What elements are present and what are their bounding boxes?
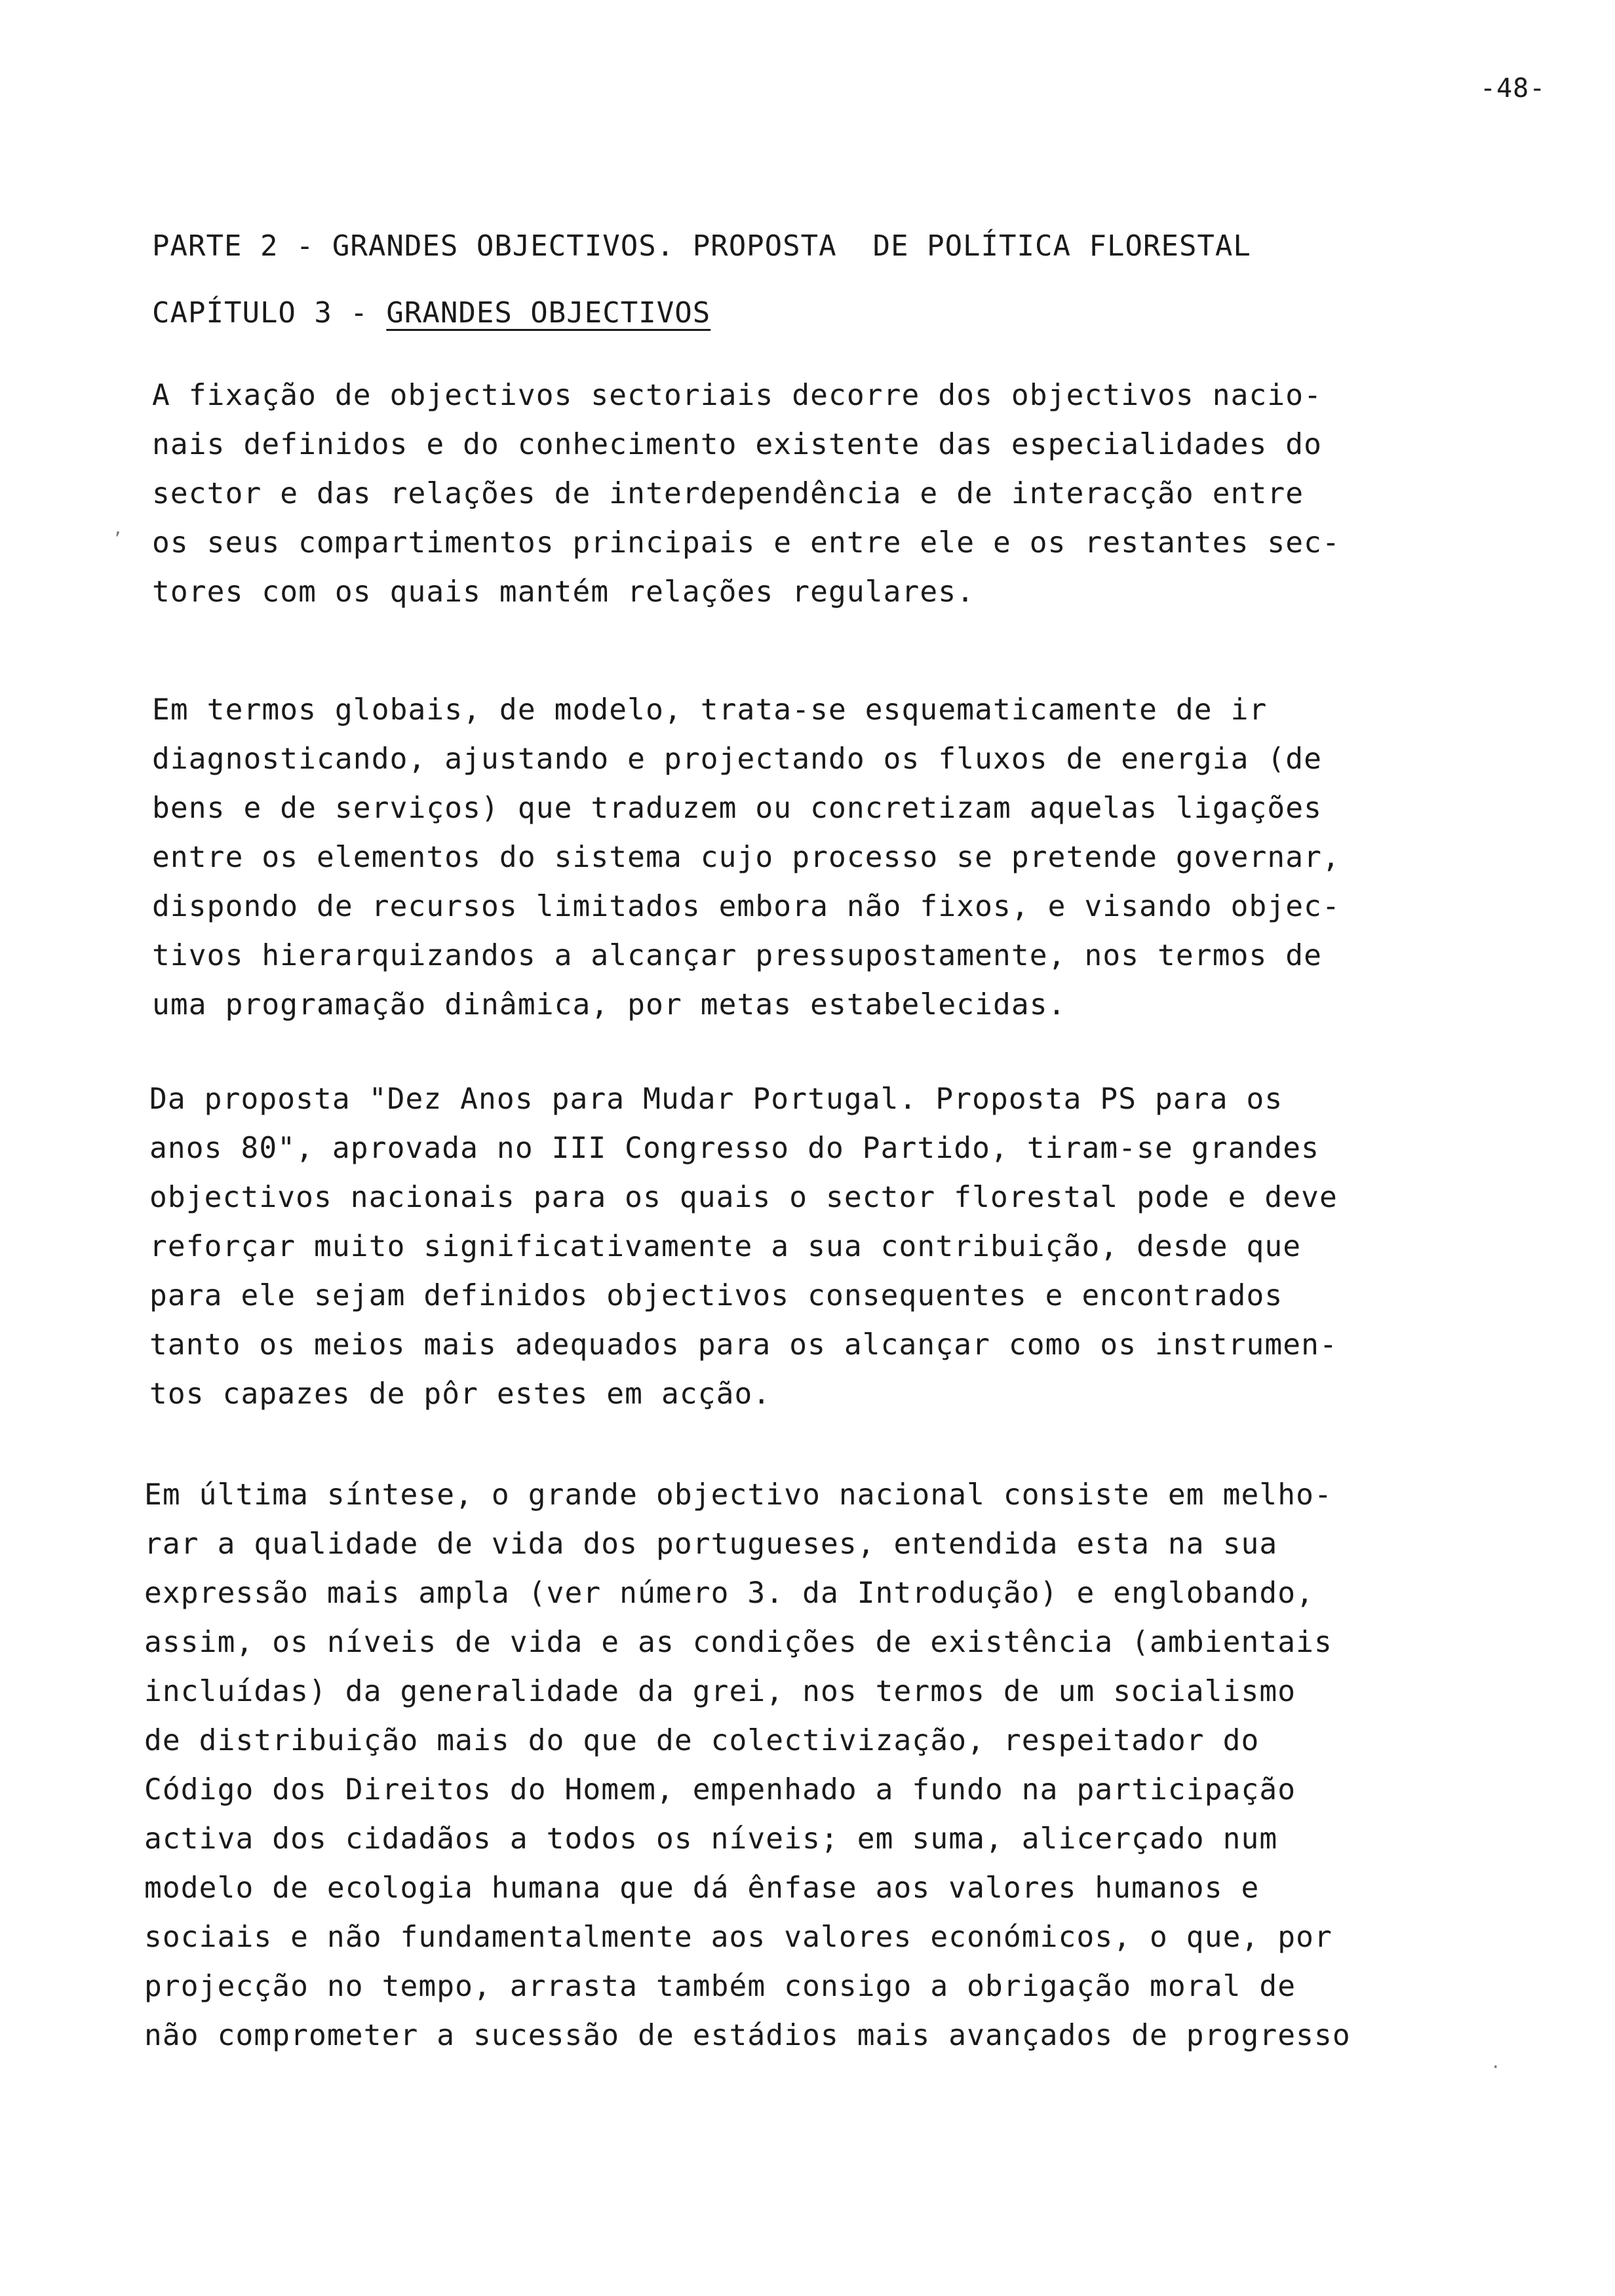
- text-line: reforçar muito significativamente a sua contribuição, desde que: [149, 1230, 1302, 1263]
- chapter-prefix: CAPÍTULO 3 -: [152, 296, 387, 330]
- text-line: expressão mais ampla (ver número 3. da Introdução) e englobando,: [144, 1577, 1315, 1610]
- text-line: Código dos Direitos do Homem, empenhado a fundo na participação: [144, 1773, 1296, 1807]
- text-line: modelo de ecologia humana que dá ênfase aos valores humanos e: [144, 1871, 1260, 1905]
- text-line: de distribuição mais do que de colectivização, respeitador do: [144, 1724, 1260, 1757]
- text-line: tores com os quais mantém relações regulares.: [152, 575, 975, 609]
- text-line: assim, os níveis de vida e as condições de existência (ambientais: [144, 1626, 1333, 1659]
- page-number: -48-: [1480, 73, 1546, 104]
- text-line: Da proposta "Dez Anos para Mudar Portugal. Proposta PS para os: [149, 1082, 1283, 1116]
- chapter-title: GRANDES OBJECTIVOS: [386, 296, 711, 330]
- text-line: uma programação dinâmica, por metas estabelecidas.: [152, 988, 1066, 1022]
- paragraph-3: [149, 1075, 1338, 1419]
- chapter-heading: [152, 296, 710, 330]
- text-line: A fixação de objectivos sectoriais decorre dos objectivos nacio-: [152, 379, 1323, 412]
- paragraph-1: [152, 371, 1340, 617]
- text-line: activa dos cidadãos a todos os níveis; em suma, alicerçado num: [144, 1822, 1278, 1856]
- scan-speck-mark: ,: [113, 519, 123, 539]
- text-line: os seus compartimentos principais e entre ele e os restantes sec-: [152, 526, 1340, 560]
- paragraph-4: [144, 1470, 1351, 2060]
- text-line: entre os elementos do sistema cujo processo se pretende governar,: [152, 841, 1340, 874]
- text-line: objectivos nacionais para os quais o sector florestal pode e deve: [149, 1181, 1338, 1214]
- part-heading: PARTE 2 - GRANDES OBJECTIVOS. PROPOSTA DE POLÍTICA FLORESTAL: [152, 229, 1251, 263]
- text-line: não comprometer a sucessão de estádios mais avançados de progresso: [144, 2019, 1351, 2052]
- text-line: Em última síntese, o grande objectivo nacional consiste em melho-: [144, 1478, 1333, 1512]
- text-line: sociais e não fundamentalmente aos valores económicos, o que, por: [144, 1921, 1333, 1954]
- text-line: anos 80", aprovada no III Congresso do Partido, tiram-se grandes: [149, 1132, 1320, 1165]
- text-line: para ele sejam definidos objectivos consequentes e encontrados: [149, 1279, 1283, 1312]
- text-line: projecção no tempo, arrasta também consigo a obrigação moral de: [144, 1970, 1296, 2003]
- paragraph-2: [152, 685, 1340, 1029]
- text-line: tivos hierarquizandos a alcançar pressupostamente, nos termos de: [152, 939, 1323, 972]
- text-line: tanto os meios mais adequados para os alcançar como os instrumen-: [149, 1328, 1338, 1362]
- text-line: rar a qualidade de vida dos portugueses, entendida esta na sua: [144, 1527, 1278, 1561]
- text-line: bens e de serviços) que traduzem ou concretizam aquelas ligações: [152, 792, 1323, 825]
- text-line: incluídas) da generalidade da grei, nos termos de um socialismo: [144, 1675, 1296, 1708]
- scan-speck-mark: ·: [1490, 2057, 1501, 2077]
- text-line: tos capazes de pôr estes em acção.: [149, 1377, 771, 1411]
- text-line: diagnosticando, ajustando e projectando os fluxos de energia (de: [152, 742, 1323, 776]
- text-line: nais definidos e do conhecimento existente das especialidades do: [152, 428, 1323, 461]
- text-line: Em termos globais, de modelo, trata-se esquematicamente de ir: [152, 693, 1268, 727]
- text-line: dispondo de recursos limitados embora não fixos, e visando objec-: [152, 890, 1340, 923]
- text-line: sector e das relações de interdependência e de interacção entre: [152, 477, 1304, 510]
